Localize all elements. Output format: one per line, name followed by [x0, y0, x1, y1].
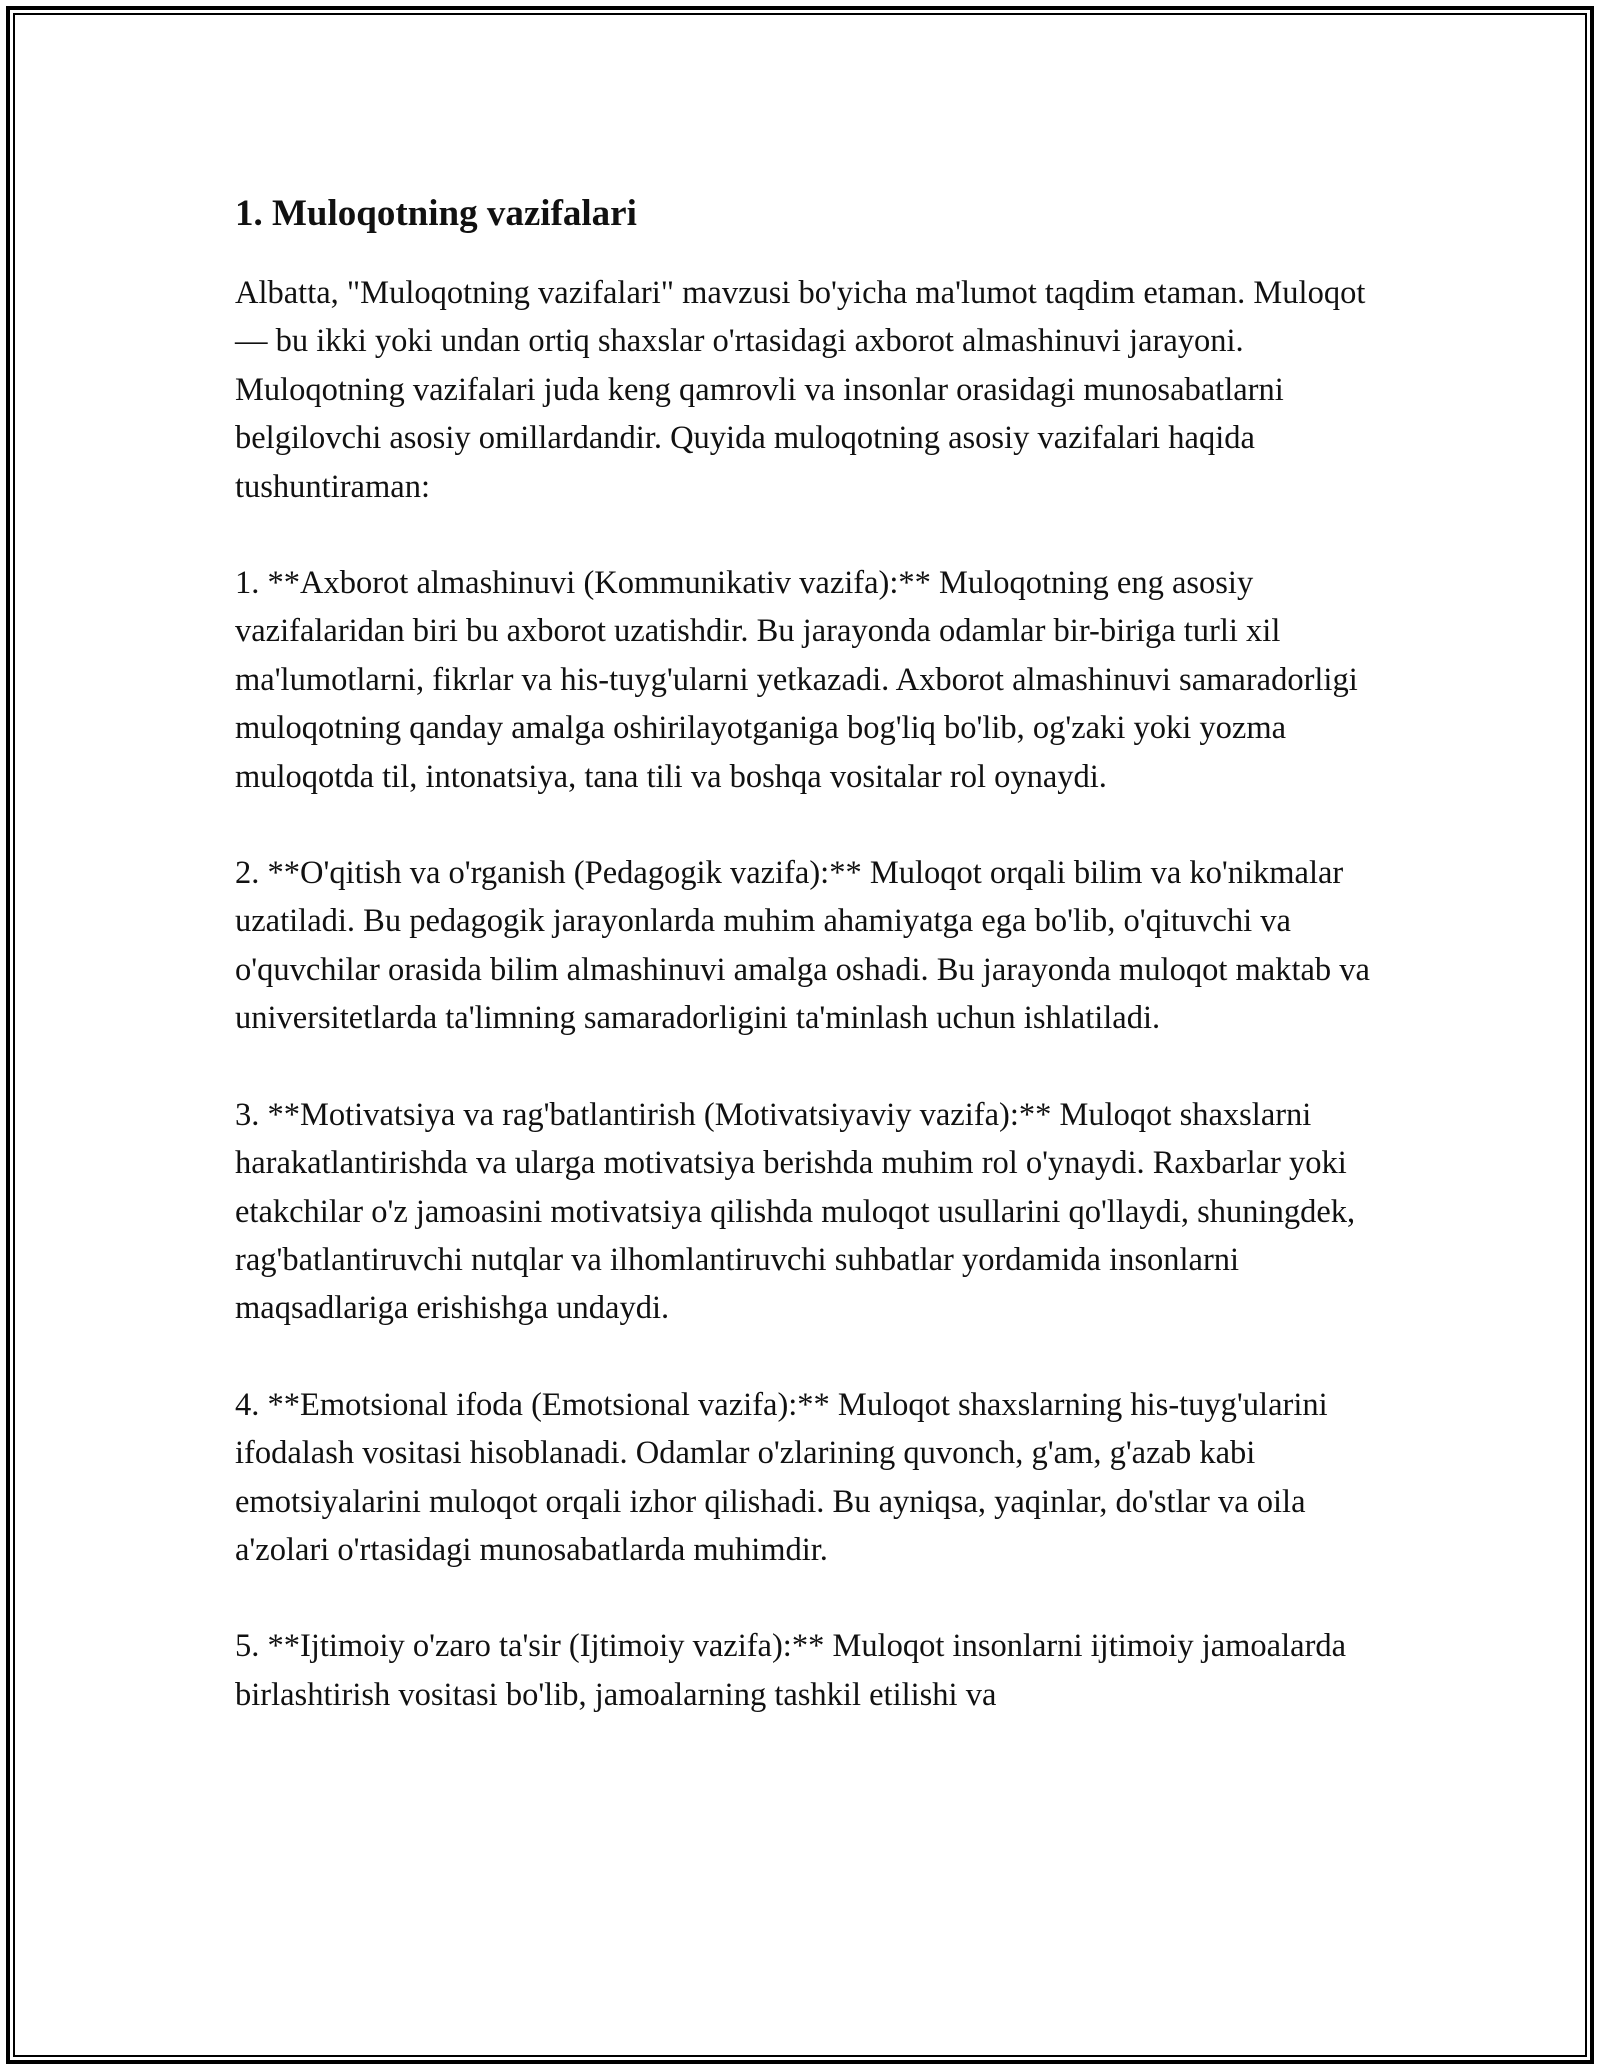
document-body	[235, 185, 1375, 1767]
function-3-paragraph: 3. **Motivatsiya va rag'batlantirish (Motivatsiyaviy vazifa):** Muloqot shaxslarni harakatlantirishda va ularga motivatsiya berishda muhim rol o'ynaydi. Raxbarlar yoki etakchilar o'z jamoasini motivatsiya qilishda muloqot usullarini qo'llaydi, shuningdek, rag'batlantiruvchi nutqlar va ilhomlantiruvchi suhbatlar yordamida insonlarni maqsadlariga erishishga undaydi.	[235, 1096, 1356, 1327]
function-2-paragraph: 2. **O'qitish va o'rganish (Pedagogik vazifa):** Muloqot orqali bilim va ko'nikmalar uzatiladi. Bu pedagogik jarayonlarda muhim ahamiyatga ega bo'lib, o'qituvchi va o'quvchilar orasida bilim almashinuvi amalga oshadi. Bu jarayonda muloqot maktab va universitetlarda ta'limning samaradorligini ta'minlash uchun ishlatiladi.	[235, 855, 1370, 1037]
intro-paragraph: Albatta, "Muloqotning vazifalari" mavzusi bo'yicha ma'lumot taqdim etaman. Muloqot — bu ikki yoki undan ortiq shaxslar o'rtasidagi axborot almashinuvi jarayoni. Muloqotning vazifalari juda keng qamrovli va insonlar orasidagi munosabatlarni belgilovchi asosiy omillardandir. Quyida muloqotning asosiy vazifalari haqida tushuntiraman:	[235, 275, 1366, 505]
function-4-paragraph: 4. **Emotsional ifoda (Emotsional vazifa):** Muloqot shaxslarning his-tuyg'ularini ifodalash vositasi hisoblanadi. Odamlar o'zlarining quvonch, g'am, g'azab kabi emotsiyalarini muloqot orqali izhor qilishadi. Bu ayniqsa, yaqinlar, do'stlar va oila a'zolari o'rtasidagi munosabatlarda muhimdir.	[235, 1386, 1328, 1568]
function-5-paragraph: 5. **Ijtimoiy o'zaro ta'sir (Ijtimoiy vazifa):** Muloqot insonlarni ijtimoiy jamoalarda birlashtirish vositasi bo'lib, jamoalarning tashkil etilishi va	[235, 1628, 1347, 1713]
section-heading: 1. Muloqotning vazifalari	[235, 193, 637, 234]
function-1-paragraph: 1. **Axborot almashinuvi (Kommunikativ vazifa):** Muloqotning eng asosiy vazifalaridan biri bu axborot uzatishdir. Bu jarayonda odamlar bir-biriga turli xil ma'lumotlarni, fikrlar va his-tuyg'ularni yetkazadi. Axborot almashinuvi samaradorligi muloqotning qanday amalga oshirilayotganiga bog'liq bo'lib, og'zaki yoki yozma muloqotda til, intonatsiya, tana tili va boshqa vositalar rol oynaydi.	[235, 565, 1358, 795]
